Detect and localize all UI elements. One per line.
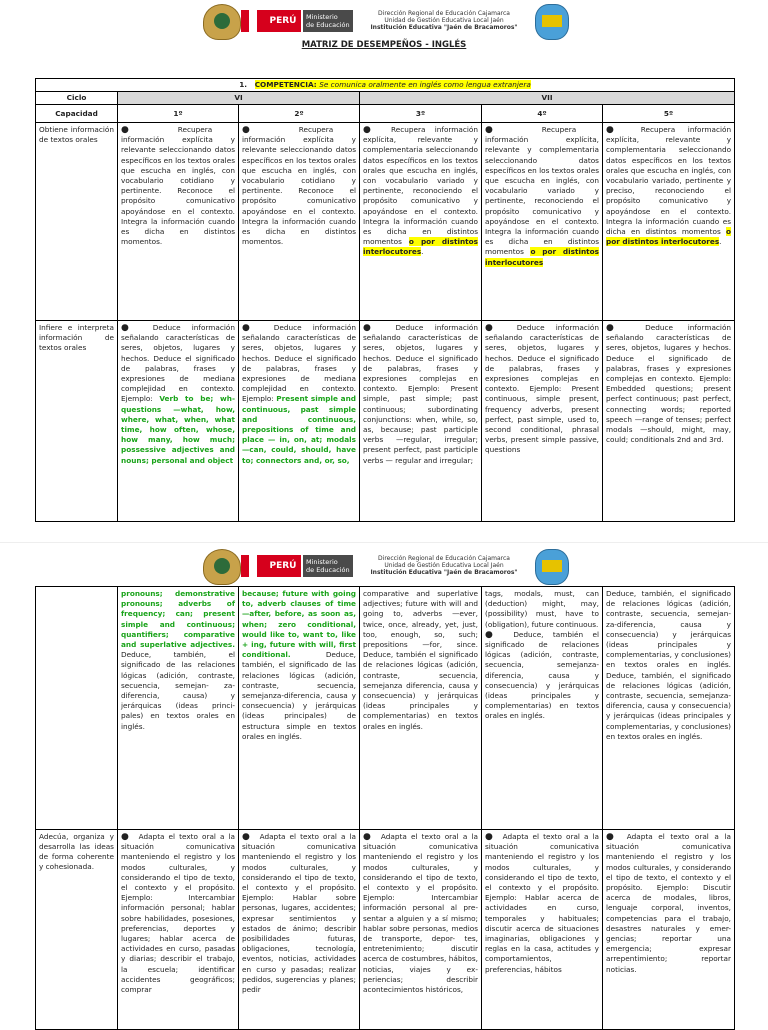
- ministerio-logo: Ministerio de Educación: [303, 10, 353, 32]
- desempeno-cell: ● Deduce información señalando características de seres, objetos, lugares y hechos. Deduce el significado de palabras, frases y expresiones complejas en contexto. Ejemplo: Present continuous, simple present, frequency adverbs, present perfect, past simple, used to, second conditional, phrasal verbs, present simple passive, questions: [482, 321, 603, 522]
- bullet-icon: ●: [606, 125, 625, 135]
- desempeno-cell: ● Adapta el texto oral a la situación comunicativa manteniendo el registro y los modos culturales, y considerando el tipo de texto, el contexto y el propósito. Ejemplo: Intercambiar información personal al pre- sentar a alguien y a sí mismo; hablar sobre personas, medios de transporte, depor- tes, entretenimiento; discutir acerca de costumbres, hábitos, noticias, viajes y ex- periencias; describir acontecimientos históricos,: [360, 830, 482, 1030]
- bullet-icon: ●: [121, 125, 151, 135]
- institution-heading: Dirección Regional de Educación Cajamarca Unidad de Gestión Educativa Local Jaén Institución Educativa "Jaén de Bracamoros": [370, 10, 518, 31]
- ciclo-label: Ciclo: [36, 92, 118, 105]
- desempeno-cell: comparative and superlative adjectives; future with will and going to, adverbs —ever, twice, once, already, yet, just, too, enough, so, such; prepositions —for, since. Deduce, también el significado de relaciones lógicas (adición, contraste, secuencia, semejanza diferencia, causa y consecuencia) y jerárquicas (ideas principales y complementarias) en textos orales en inglés.: [360, 587, 482, 830]
- desempeno-cell: ● Adapta el texto oral a la situación comunicativa manteniendo el registro y los modos culturales, y considerando el tipo de texto, el contexto y el propósito. Ejemplo: Intercambiar información personal; hablar sobre habilidades, posesiones, preferencias, deportes y lugares; hablar acerca de actividades en curso, pasadas y diarias; describir el trabajo, la escuela; identificar accidentes geográficos; comprar: [118, 830, 239, 1030]
- peru-flag-icon: [241, 555, 265, 577]
- ciclo-vii: VII: [360, 92, 735, 105]
- capacidad-cell: Obtiene información de textos orales: [36, 123, 118, 321]
- desempeno-cell: ● Adapta el texto oral a la situación comunicativa manteniendo el registro y los modos culturales, y considerando el tipo de texto, el contexto y el propósito. Ejemplo: Discutir acerca de modales, libros, lenguaje corporal, inventos, competencias para el trabajo, desastres naturales y emer- gencias; reportar una emergencia; expresar arrepentimiento; reportar noticias.: [603, 830, 735, 1030]
- bullet-icon: ●: [121, 832, 131, 842]
- grade-2: 2º: [239, 105, 360, 123]
- bullet-icon: ●: [606, 323, 627, 333]
- desempeno-cell: ● Deduce información señalando características de seres, objetos, lugares y hechos. Deduce el significado de palabras, frases y expresiones de mediana complejidad en contexto. Ejemplo: Present simple and continuous, past simple and continuous, prepositions of time and place — in, on, at; modals —can, could, should, have to; connectors and, or, so,: [239, 321, 360, 522]
- desempeno-cell: ● Deduce información señalando características de seres, objetos, lugares y hechos. Deduce el significado de palabras, frases y expresiones complejas en contexto. Ejemplo: Embedded questions; present perfect continuous; past perfect, connecting words; reported speech —range of tenses; perfect modals —should, might, may, could; conditionals 2nd and 3rd.: [603, 321, 735, 522]
- desempeno-cell: Deduce, también, el significado de relaciones lógicas (adición, contraste, secuencia, semejan- za-diferencia, causa y consecuencia) y jerárquicas (ideas principales y complementarias, y conclusiones) en textos orales en inglés. Deduce, también, el significado de relaciones lógicas (adición, contraste, secuencia, semejanza-diferencia, causa y consecuencia) y jerárquicas (ideas principales y complementarias, y conclusiones) en textos orales en inglés.: [603, 587, 735, 830]
- grade-5: 5º: [603, 105, 735, 123]
- letterhead: [203, 2, 566, 40]
- bullet-icon: ●: [485, 629, 500, 640]
- bullet-icon: ●: [242, 832, 252, 842]
- bullet-icon: ●: [485, 832, 495, 842]
- bullet-icon: ●: [242, 323, 259, 333]
- bullet-icon: ●: [121, 323, 138, 333]
- ciclo-vi: VI: [118, 92, 360, 105]
- school-crest-icon: [535, 4, 569, 40]
- desempeno-cell: because; future with going to, adverb clauses of time —after, before, as soon as, when; zero conditional, would like to, want to, like + ing, future with will, first conditional. Deduce, también, el significado de las relaciones lógicas (adición, contraste, secuencia, semejanza-diferencia, causa y consecuencia) y jerárquicas (ideas principales) de estructura simple en textos orales en inglés.: [239, 587, 360, 830]
- peru-logo: PERÚ: [265, 10, 301, 32]
- desempeno-cell: ● Recupera información explícita, relevante y complementaria seleccionando datos específicos en los textos orales que escucha en inglés, con vocabulario variado y pertinente, reconociendo el propósito comunicativo y apoyándose en el contexto. Integra la información cuando es dicha en distintos momentos o por distintos interlocutores: [482, 123, 603, 321]
- grade-4: 4º: [482, 105, 603, 123]
- grade-1: 1º: [118, 105, 239, 123]
- desempeno-cell: ● Deduce información señalando características de seres, objetos, lugares y hechos. Deduce el significado de palabras, frases y expresiones de mediana complejidad en contexto. Ejemplo: Verb to be; wh-questions —what, how, where, what, when, what time, how often, whose, how many, how much; possessive adjectives and nouns; personal and object: [118, 321, 239, 522]
- desempeno-cell: ● Recupera información explícita, relevante y complementaria seleccionando datos específicos en los textos orales que escucha en inglés, con vocabulario variado y pertinente, reconociendo el propósito comunicativo y apoyándose en el contexto. Integra la información cuando es dicha en distintos momentos o por distintos interlocutores.: [360, 123, 482, 321]
- bullet-icon: ●: [606, 832, 618, 842]
- desempeno-cell: ● Adapta el texto oral a la situación comunicativa manteniendo el registro y los modos culturales, y considerando el tipo de texto, el contexto y el propósito. Ejemplo: Hablar acerca de actividades en curso, temporales y habituales; discutir acerca de situaciones imaginarias, obligaciones y reglas en la casa, actitudes y comportamientos, preferencias, hábitos: [482, 830, 603, 1030]
- bullet-icon: ●: [485, 125, 515, 135]
- bullet-icon: ●: [363, 832, 373, 842]
- capacidad-cell: [36, 587, 118, 830]
- desempeno-cell: ● Deduce información señalando características de seres, objetos, lugares y hechos. Deduce el significado de palabras, frases y expresiones complejas en contexto. Ejemplo: Present simple, past simple; past continuous; subordinating conjunctions: when, while, so, as, because; past participle verbs —regular, irregular; present perfect, past participle verbs — regular and irregular;: [360, 321, 482, 522]
- desempeno-cell: pronouns; demonstrative pronouns; adverbs of frequency; can; present simple and continuous; quantifiers; comparative and superlative adjectives. Deduce, también, el significado de las relaciones lógicas (adición, contraste, secuencia, semejan- za-diferencia, causa) y jerárquicas (ideas princi- pales) en textos orales en inglés.: [118, 587, 239, 830]
- desempenos-table-continued: [35, 586, 735, 1030]
- desempeno-cell: ● Recupera información explícita, relevante y complementaria seleccionando datos específicos en los textos orales que escucha en inglés, con vocabulario variado, pertinente y preciso, reconociendo el propósito comunicativo y apoyándose en el contexto. Integra la información cuando es dicha en distintos momentos o por distintos interlocutores.: [603, 123, 735, 321]
- capacidad-label: Capacidad: [36, 105, 118, 123]
- jaen-crest-icon: [203, 549, 241, 585]
- page-break: [0, 542, 768, 543]
- bullet-icon: ●: [485, 323, 502, 333]
- grade-3: 3º: [360, 105, 482, 123]
- table-row: [36, 123, 735, 321]
- competencia-header: 1. COMPETENCIA: Se comunica oralmente en inglés como lengua extranjera: [36, 79, 735, 92]
- table-row: [36, 587, 735, 830]
- peru-flag-icon: [241, 10, 265, 32]
- table-row: [36, 830, 735, 1030]
- desempeno-cell: ● Adapta el texto oral a la situación comunicativa manteniendo el registro y los modos culturales, y considerando el tipo de texto, el contexto y el propósito. Ejemplo: Hablar sobre personas, lugares, accidentes; expresar sentimientos y estados de ánimo; describir posibilidades futuras, obligaciones, tecnología, eventos, noticias, actividades en curso y pasadas; realizar pedidos, sugerencias y planes; pedir: [239, 830, 360, 1030]
- desempeno-cell: ● Recupera información explícita y relevante seleccionando datos específicos en los textos orales que escucha en inglés, con vocabulario cotidiano y pertinente. Reconoce el propósito comunicativo apoyándose en el contexto. Integra la información cuando es dicha en distintos momentos.: [118, 123, 239, 321]
- desempeno-cell: ● Recupera información explícita y relevante seleccionando datos específicos en los textos orales que escucha en inglés, con vocabulario cotidiano y pertinente. Reconoce el propósito comunicativo apoyándose en el contexto. Integra la información cuando es dicha en distintos momentos.: [239, 123, 360, 321]
- capacidad-cell: Infiere e interpreta información de textos orales: [36, 321, 118, 522]
- institution-heading: Dirección Regional de Educación Cajamarca Unidad de Gestión Educativa Local Jaén Institución Educativa "Jaén de Bracamoros": [370, 555, 518, 576]
- ministerio-logo: Ministerio de Educación: [303, 555, 353, 577]
- school-crest-icon: [535, 549, 569, 585]
- jaen-crest-icon: [203, 4, 241, 40]
- desempenos-table: [35, 78, 735, 522]
- capacidad-cell: Adecúa, organiza y desarrolla las ideas de forma coherente y cohesionada.: [36, 830, 118, 1030]
- bullet-icon: ●: [363, 125, 378, 135]
- peru-logo: PERÚ: [265, 555, 301, 577]
- letterhead: [203, 547, 566, 585]
- table-row: [36, 321, 735, 522]
- bullet-icon: ●: [242, 125, 272, 135]
- desempeno-cell: tags, modals, must, can (deduction) might, may, (possibility) must, have to (obligation), future continuous. ● Deduce, también el significado de relaciones lógicas (adición, contraste, secuencia, semejanza- diferencia, causa y consecuencia) y jerárquicas (ideas principales y complementarias) en textos orales en inglés.: [482, 587, 603, 830]
- bullet-icon: ●: [363, 323, 380, 333]
- document-title: MATRIZ DE DESEMPEÑOS - INGLÉS: [301, 40, 467, 50]
